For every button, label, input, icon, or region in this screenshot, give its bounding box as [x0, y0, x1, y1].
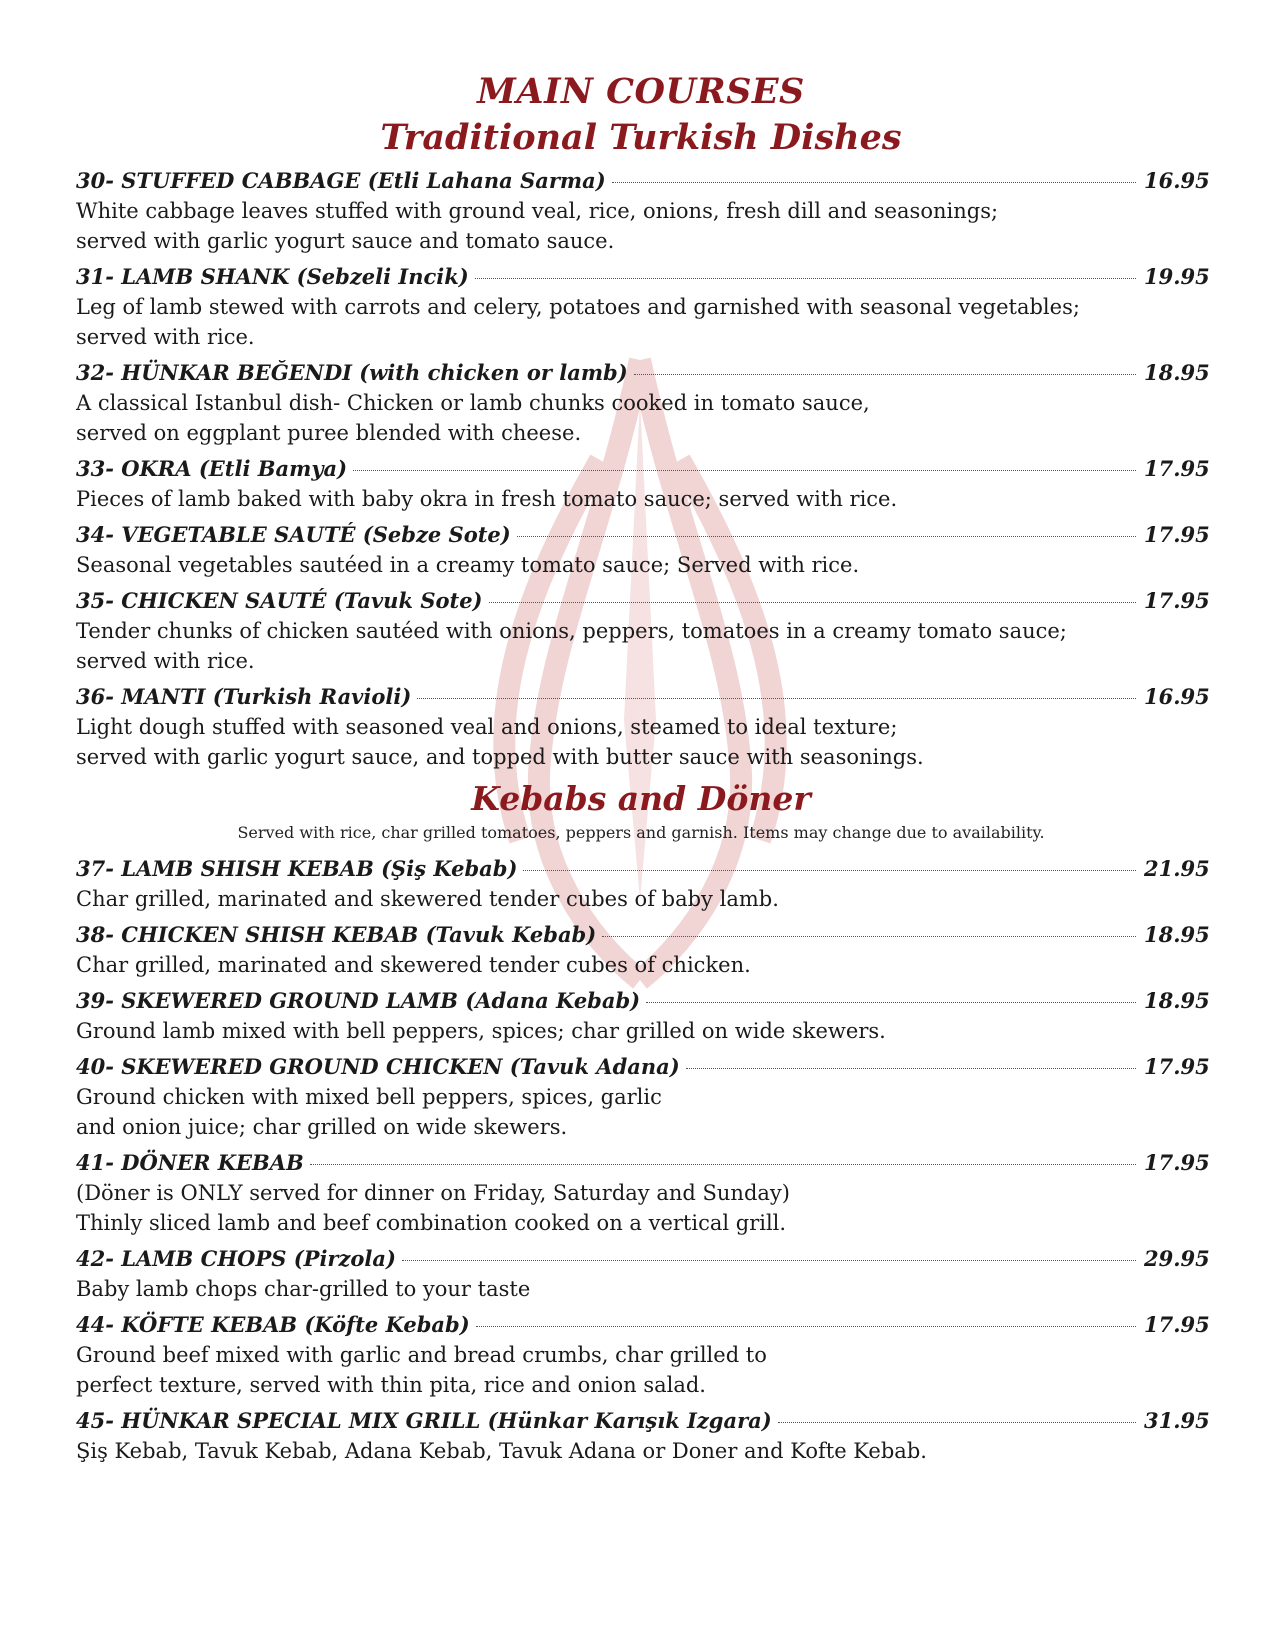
- menu-item-name: 45- HÜNKAR SPECIAL MIX GRILL (Hünkar Karışık Izgara): [76, 1408, 772, 1433]
- menu-item-header: [76, 920, 1210, 950]
- menu-item-description-line: (Döner is ONLY served for dinner on Friday, Saturday and Sunday): [76, 1181, 790, 1205]
- menu-item-header: [76, 854, 1210, 884]
- menu-item-description: [76, 950, 1206, 980]
- menu-item: [76, 1148, 1210, 1238]
- menu-item-price: 17.95: [1144, 1150, 1210, 1175]
- menu-item: [76, 586, 1210, 676]
- menu-item-header: [76, 520, 1210, 550]
- menu-item-description-line: A classical Istanbul dish- Chicken or lamb chunks cooked in tomato sauce,: [76, 391, 870, 415]
- menu-item-name: 41- DÖNER KEBAB: [76, 1150, 304, 1175]
- menu-item-description-line: Char grilled, marinated and skewered tender cubes of baby lamb.: [76, 887, 779, 911]
- menu-item-price: 16.95: [1144, 168, 1210, 193]
- traditional-dishes-list: [76, 166, 1210, 772]
- menu-item-description-line: served with garlic yogurt sauce and tomato sauce.: [76, 229, 615, 253]
- menu-item-description-line: Baby lamb chops char-grilled to your taste: [76, 1277, 531, 1301]
- menu-item-description-line: served on eggplant puree blended with cheese.: [76, 421, 582, 445]
- dotted-leader: [489, 602, 1137, 603]
- menu-item-description: [76, 1016, 1206, 1046]
- menu-item-description-line: Ground beef mixed with garlic and bread crumbs, char grilled to: [76, 1343, 767, 1367]
- menu-item-description: [76, 884, 1206, 914]
- menu-item-description: [76, 484, 1206, 514]
- menu-item-price: 18.95: [1144, 922, 1210, 947]
- menu-item-price: 21.95: [1144, 856, 1210, 881]
- dotted-leader: [778, 1422, 1136, 1423]
- menu-item-description-line: Ground lamb mixed with bell peppers, spices; char grilled on wide skewers.: [76, 1019, 886, 1043]
- menu-item-header: [76, 586, 1210, 616]
- menu-item-price: 17.95: [1144, 456, 1210, 481]
- menu-item-price: 16.95: [1144, 684, 1210, 709]
- menu-item: [76, 358, 1210, 448]
- menu-item-name: 31- LAMB SHANK (Sebzeli Incik): [76, 264, 469, 289]
- menu-item-header: [76, 262, 1210, 292]
- menu-item-name: 40- SKEWERED GROUND CHICKEN (Tavuk Adana): [76, 1054, 680, 1079]
- menu-item-price: 18.95: [1144, 360, 1210, 385]
- menu-item-header: [76, 1148, 1210, 1178]
- menu-item-price: 17.95: [1144, 1312, 1210, 1337]
- menu-item-price: 17.95: [1144, 522, 1210, 547]
- dotted-leader: [646, 1002, 1136, 1003]
- menu-item-description-line: Şiş Kebab, Tavuk Kebab, Adana Kebab, Tavuk Adana or Doner and Kofte Kebab.: [76, 1439, 927, 1463]
- menu-item-name: 44- KÖFTE KEBAB (Köfte Kebab): [76, 1312, 470, 1337]
- menu-item: [76, 682, 1210, 772]
- section-title-kebabs: Kebabs and Döner: [471, 779, 811, 818]
- dotted-leader: [612, 182, 1136, 183]
- section-title-traditional: Traditional Turkish Dishes: [380, 117, 902, 158]
- menu-item-header: [76, 682, 1210, 712]
- menu-item-description-line: perfect texture, served with thin pita, rice and onion salad.: [76, 1373, 706, 1397]
- kebab-dishes-list: [76, 854, 1210, 1466]
- dotted-leader: [602, 936, 1136, 937]
- menu-content: [76, 70, 1210, 1472]
- menu-item: [76, 854, 1210, 914]
- menu-item-name: 42- LAMB CHOPS (Pirzola): [76, 1246, 396, 1271]
- menu-item-name: 35- CHICKEN SAUTÉ (Tavuk Sote): [76, 588, 483, 613]
- menu-item-description-line: Leg of lamb stewed with carrots and celery, potatoes and garnished with seasonal vegetables;: [76, 295, 1080, 319]
- menu-item-price: 17.95: [1144, 1054, 1210, 1079]
- menu-item-description: [76, 616, 1206, 676]
- dotted-leader: [353, 470, 1136, 471]
- menu-item-header: [76, 166, 1210, 196]
- menu-item-name: 38- CHICKEN SHISH KEBAB (Tavuk Kebab): [76, 922, 597, 947]
- menu-item-description-line: served with rice.: [76, 325, 255, 349]
- menu-item-name: 39- SKEWERED GROUND LAMB (Adana Kebab): [76, 988, 641, 1013]
- menu-item: [76, 1244, 1210, 1304]
- menu-item-description: [76, 1436, 1206, 1466]
- menu-item-description-line: Ground chicken with mixed bell peppers, spices, garlic: [76, 1085, 662, 1109]
- menu-item: [76, 454, 1210, 514]
- dotted-leader: [310, 1164, 1136, 1165]
- dotted-leader: [476, 1326, 1136, 1327]
- menu-item-price: 29.95: [1144, 1246, 1210, 1271]
- menu-item-description: [76, 1340, 1206, 1400]
- menu-item-name: 34- VEGETABLE SAUTÉ (Sebze Sote): [76, 522, 511, 547]
- menu-item-price: 17.95: [1144, 588, 1210, 613]
- menu-item: [76, 920, 1210, 980]
- menu-item-description: [76, 1274, 1206, 1304]
- menu-item: [76, 1406, 1210, 1466]
- menu-item: [76, 166, 1210, 256]
- menu-item-description: [76, 292, 1206, 352]
- menu-item-header: [76, 1406, 1210, 1436]
- dotted-leader: [634, 374, 1136, 375]
- menu-item-description-line: Char grilled, marinated and skewered tender cubes of chicken.: [76, 953, 751, 977]
- menu-item-description-line: Light dough stuffed with seasoned veal and onions, steamed to ideal texture;: [76, 715, 898, 739]
- dotted-leader: [517, 536, 1136, 537]
- dotted-leader: [402, 1260, 1136, 1261]
- menu-item-description-line: Pieces of lamb baked with baby okra in fresh tomato sauce; served with rice.: [76, 487, 898, 511]
- menu-item: [76, 262, 1210, 352]
- menu-item-description-line: Thinly sliced lamb and beef combination cooked on a vertical grill.: [76, 1211, 787, 1235]
- menu-item-description-line: served with rice.: [76, 649, 255, 673]
- menu-item-description: [76, 1178, 1206, 1238]
- dotted-leader: [523, 870, 1136, 871]
- menu-item-description-line: and onion juice; char grilled on wide skewers.: [76, 1115, 568, 1139]
- menu-item-price: 31.95: [1144, 1408, 1210, 1433]
- menu-item-price: 18.95: [1144, 988, 1210, 1013]
- menu-item-header: [76, 1310, 1210, 1340]
- menu-item-header: [76, 986, 1210, 1016]
- dotted-leader: [686, 1068, 1136, 1069]
- page-title: MAIN COURSES: [477, 71, 805, 112]
- menu-item-description: [76, 1082, 1206, 1142]
- menu-item-description: [76, 196, 1206, 256]
- menu-item-header: [76, 454, 1210, 484]
- menu-item-name: 30- STUFFED CABBAGE (Etli Lahana Sarma): [76, 168, 606, 193]
- menu-item-description: [76, 712, 1206, 772]
- menu-item: [76, 1052, 1210, 1142]
- menu-item-description-line: served with garlic yogurt sauce, and topped with butter sauce with seasonings.: [76, 745, 924, 769]
- menu-item-name: 33- OKRA (Etli Bamya): [76, 456, 348, 481]
- menu-item: [76, 1310, 1210, 1400]
- dotted-leader: [475, 278, 1136, 279]
- menu-item-description-line: Seasonal vegetables sautéed in a creamy tomato sauce; Served with rice.: [76, 553, 860, 577]
- menu-item-description: [76, 388, 1206, 448]
- menu-item-description: [76, 550, 1206, 580]
- menu-item: [76, 520, 1210, 580]
- menu-item-description-line: White cabbage leaves stuffed with ground veal, rice, onions, fresh dill and seasonings;: [76, 199, 999, 223]
- menu-item-description-line: Tender chunks of chicken sautéed with onions, peppers, tomatoes in a creamy tomato sauce;: [76, 619, 1067, 643]
- dotted-leader: [417, 698, 1136, 699]
- menu-item: [76, 986, 1210, 1046]
- menu-item-name: 32- HÜNKAR BEĞENDI (with chicken or lamb): [76, 360, 628, 385]
- menu-item-header: [76, 358, 1210, 388]
- menu-item-name: 37- LAMB SHISH KEBAB (Şiş Kebab): [76, 856, 518, 881]
- menu-item-price: 19.95: [1144, 264, 1210, 289]
- menu-item-name: 36- MANTI (Turkish Ravioli): [76, 684, 412, 709]
- section-note-kebabs: Served with rice, char grilled tomatoes, peppers and garnish. Items may change due to availability.: [237, 823, 1045, 842]
- menu-item-header: [76, 1244, 1210, 1274]
- menu-item-header: [76, 1052, 1210, 1082]
